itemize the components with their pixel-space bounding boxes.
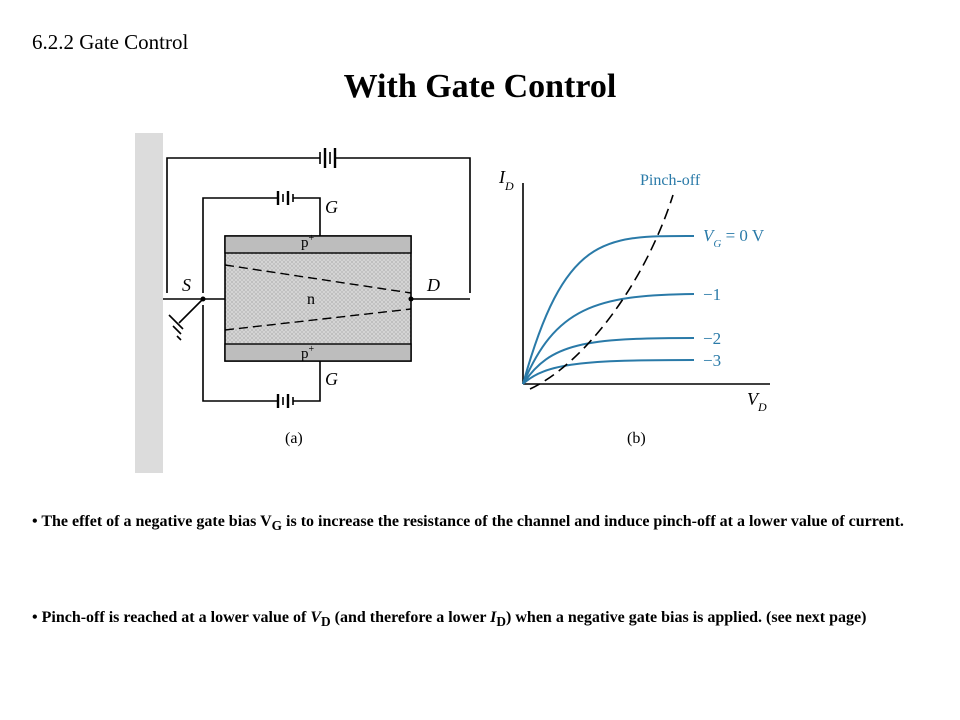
device-diagram bbox=[135, 133, 470, 473]
p-top-label: p+ bbox=[301, 233, 315, 251]
bullet-gate-bias: • The effet of a negative gate bias $V_G$ is to increase the resistance of the channel and induce pinch-off at a lower value of current. bbox=[32, 513, 904, 534]
curve-label-minus1: −1 bbox=[703, 285, 722, 304]
p-region-top bbox=[225, 236, 411, 253]
battery-gate-bottom-icon bbox=[278, 394, 293, 408]
slide-title: With Gate Control bbox=[343, 68, 617, 105]
p-region-bottom bbox=[225, 344, 411, 361]
source-label: S bbox=[182, 275, 191, 295]
channel-bar bbox=[225, 236, 411, 361]
figure-a-label: (a) bbox=[285, 430, 303, 447]
x-axis-label: $V_D$ bbox=[747, 389, 767, 414]
n-label: n bbox=[307, 291, 315, 308]
battery-ds-icon bbox=[320, 148, 335, 168]
figure-b-label: (b) bbox=[627, 430, 646, 447]
source-node bbox=[201, 297, 206, 302]
drain-label: D bbox=[427, 275, 440, 295]
y-axis-label: $I_D$ bbox=[499, 167, 514, 193]
section-heading: 6.2.2 Gate Control bbox=[32, 30, 189, 54]
scan-edge bbox=[135, 133, 163, 473]
pinchoff-label: Pinch-off bbox=[640, 172, 701, 189]
curve-vg-minus3 bbox=[523, 360, 694, 384]
battery-gate-top-icon bbox=[278, 191, 293, 205]
jfet-figure bbox=[135, 133, 825, 473]
ground-icon bbox=[169, 299, 203, 340]
curve-label-minus3: −3 bbox=[703, 351, 722, 370]
gate-top-label: G bbox=[325, 197, 338, 217]
bullet-pinchoff: • Pinch-off is reached at a lower value of $V_D$ (and therefore a lower $I_D$) when a negative gate bias is applied. (see next page) bbox=[32, 609, 867, 630]
drain-node bbox=[409, 297, 414, 302]
gate-bottom-label: G bbox=[325, 369, 338, 389]
curve-label-vg0: $V_G = 0$ V bbox=[703, 226, 765, 250]
p-bottom-label: p+ bbox=[301, 344, 315, 362]
iv-chart bbox=[498, 167, 770, 447]
curve-label-minus2: −2 bbox=[703, 329, 722, 348]
